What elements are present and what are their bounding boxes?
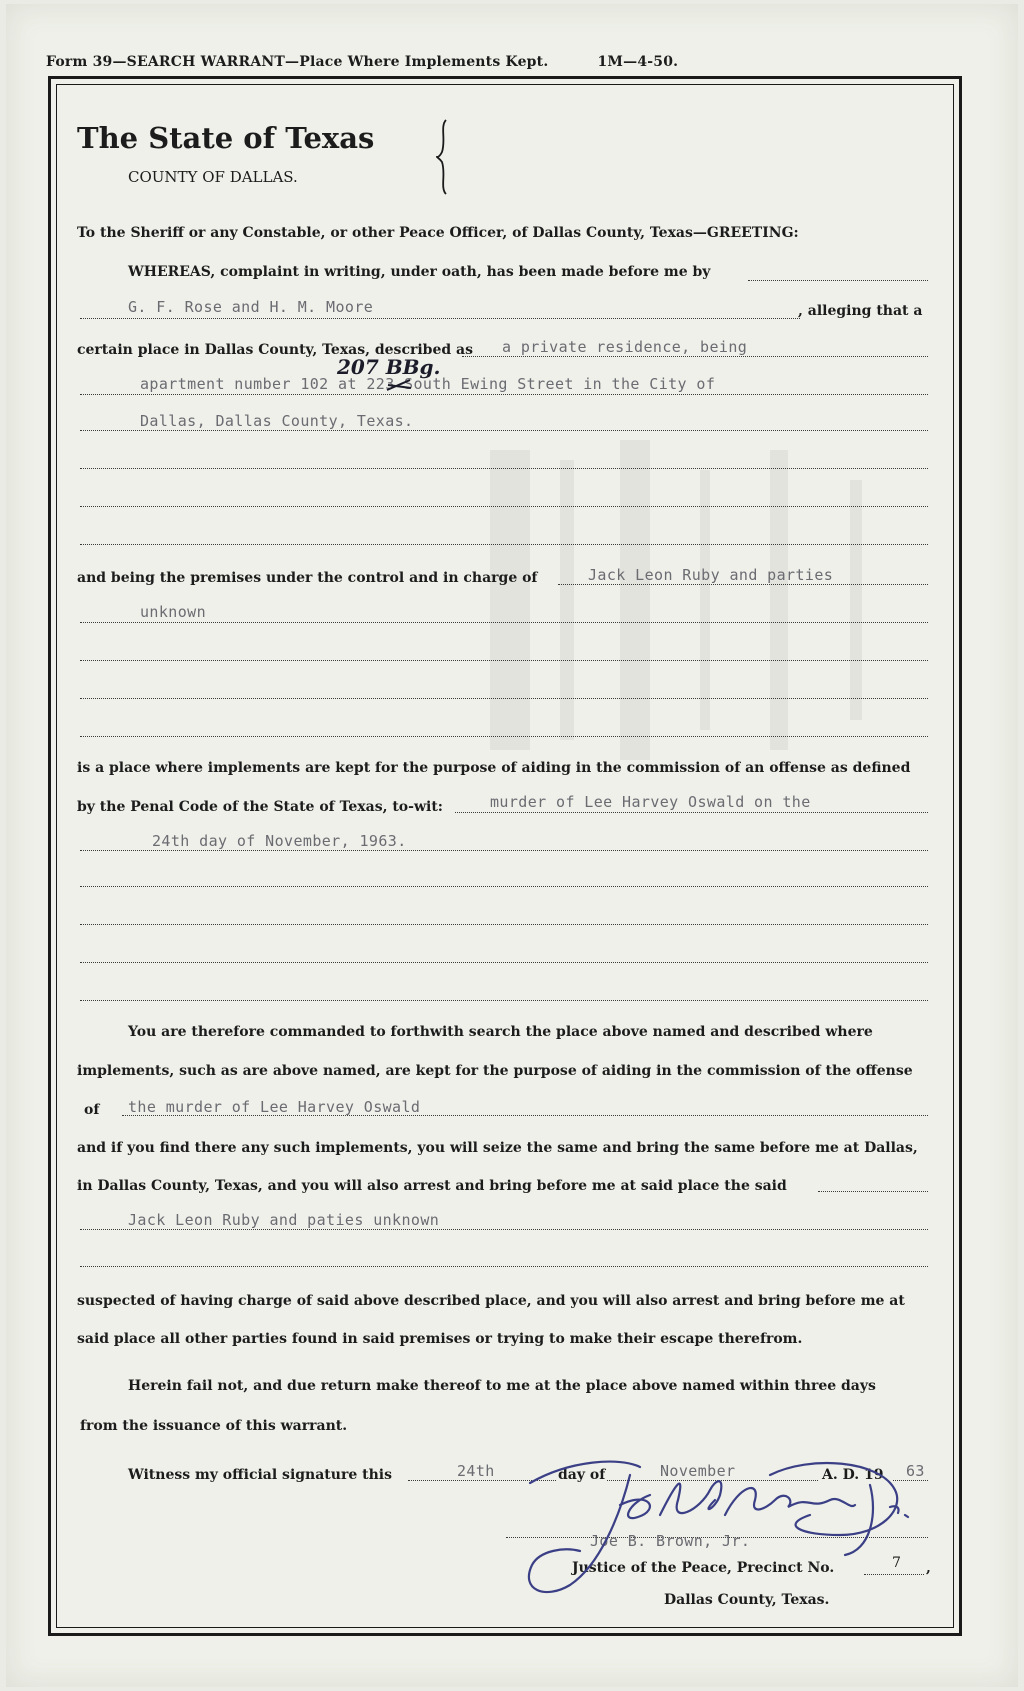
command-offense: the murder of Lee Harvey Oswald (128, 1098, 421, 1116)
party-line-1: Jack Leon Ruby and parties (588, 566, 834, 584)
witness-day: 24th (457, 1462, 495, 1480)
jurisdiction-location: Dallas County, Texas. (664, 1592, 830, 1608)
command-line-6: said place all other parties found in said premises or trying to make their escape therefrom. (77, 1331, 803, 1347)
fill-line (818, 1191, 928, 1192)
justice-title: Justice of the Peace, Precinct No. (572, 1560, 835, 1576)
handwritten-signature (510, 1455, 940, 1615)
page-title: The State of Texas (77, 121, 375, 155)
fill-line (80, 924, 928, 925)
fill-line (80, 506, 928, 507)
fill-line (80, 318, 800, 319)
command-line-3: and if you find there any such implements, you will seize the same and bring the same before me at Dallas, (77, 1140, 918, 1156)
complaint-intro: WHEREAS, complaint in writing, under oath, has been made before me by (128, 264, 711, 280)
place-intro: certain place in Dallas County, Texas, described as (77, 342, 473, 358)
fill-line (80, 736, 928, 737)
county-label: COUNTY OF DALLAS. (128, 168, 298, 186)
fill-line (80, 430, 928, 431)
fill-line (80, 660, 928, 661)
command-line-4: in Dallas County, Texas, and you will also arrest and bring before me at said place the said (77, 1178, 787, 1194)
of-label: of (84, 1102, 100, 1118)
control-intro: and being the premises under the control and in charge of (77, 570, 538, 586)
precinct-comma: , (926, 1560, 931, 1576)
description-line-3: Dallas, Dallas County, Texas. (140, 412, 414, 430)
fill-line (80, 886, 928, 887)
witness-intro: Witness my official signature this (128, 1467, 392, 1483)
command-line-5: suspected of having charge of said above described place, and you will also arrest and bring before me at (77, 1293, 905, 1309)
fill-line (80, 1000, 928, 1001)
witness-year: 63 (906, 1462, 925, 1480)
day-of-label: day of (558, 1467, 606, 1483)
fill-line (80, 1229, 928, 1230)
form-label: Form 39—SEARCH WARRANT—Place Where Implements Kept. (46, 54, 549, 70)
implements-line-1: is a place where implements are kept for the purpose of aiding in the commission of an offense as defined (77, 760, 911, 776)
witness-month: November (660, 1462, 736, 1480)
command-line-1: You are therefore commanded to forthwith search the place above named and described where (128, 1024, 873, 1040)
fill-line (558, 584, 928, 585)
typed-name: Joe B. Brown, Jr. (590, 1532, 751, 1550)
form-header (46, 54, 678, 70)
return-line-2: from the issuance of this warrant. (80, 1418, 348, 1434)
form-code: 1M—4-50. (597, 54, 679, 70)
precinct-number: 7 (892, 1555, 901, 1571)
fill-line (80, 850, 928, 851)
fill-line (748, 280, 928, 281)
fill-line (455, 812, 928, 813)
command-line-2: implements, such as are above named, are kept for the purpose of aiding in the commission of the offense (77, 1063, 913, 1079)
fill-line (80, 1266, 928, 1267)
return-line-1: Herein fail not, and due return make thereof to me at the place above named within three days (128, 1378, 876, 1394)
description-line-1: a private residence, being (502, 338, 748, 356)
offense-line-2: 24th day of November, 1963. (152, 832, 407, 850)
fill-line (80, 622, 928, 623)
handwritten-correction: 207 BBg. (337, 355, 441, 379)
fill-line (80, 544, 928, 545)
party-line-2: unknown (140, 603, 207, 621)
fill-line (80, 698, 928, 699)
fill-line (80, 962, 928, 963)
brace-mark (436, 118, 452, 196)
fill-line (80, 394, 928, 395)
alleging-text: , alleging that a (798, 303, 923, 319)
implements-line-2: by the Penal Code of the State of Texas, to-wit: (77, 799, 443, 815)
fill-line (462, 356, 928, 357)
suspect-value: Jack Leon Ruby and paties unknown (128, 1211, 440, 1229)
ad-label: A. D. 19 (822, 1467, 884, 1483)
fill-line (80, 468, 928, 469)
greeting-line: To the Sheriff or any Constable, or other Peace Officer, of Dallas County, Texas—GREETING: (77, 225, 799, 241)
complainants-value: G. F. Rose and H. M. Moore (128, 298, 374, 316)
strike-mark (386, 376, 412, 394)
offense-line-1: murder of Lee Harvey Oswald on the (490, 793, 811, 811)
description-line-2: apartment number 102 at 223 South Ewing Street in the City of (140, 375, 716, 393)
